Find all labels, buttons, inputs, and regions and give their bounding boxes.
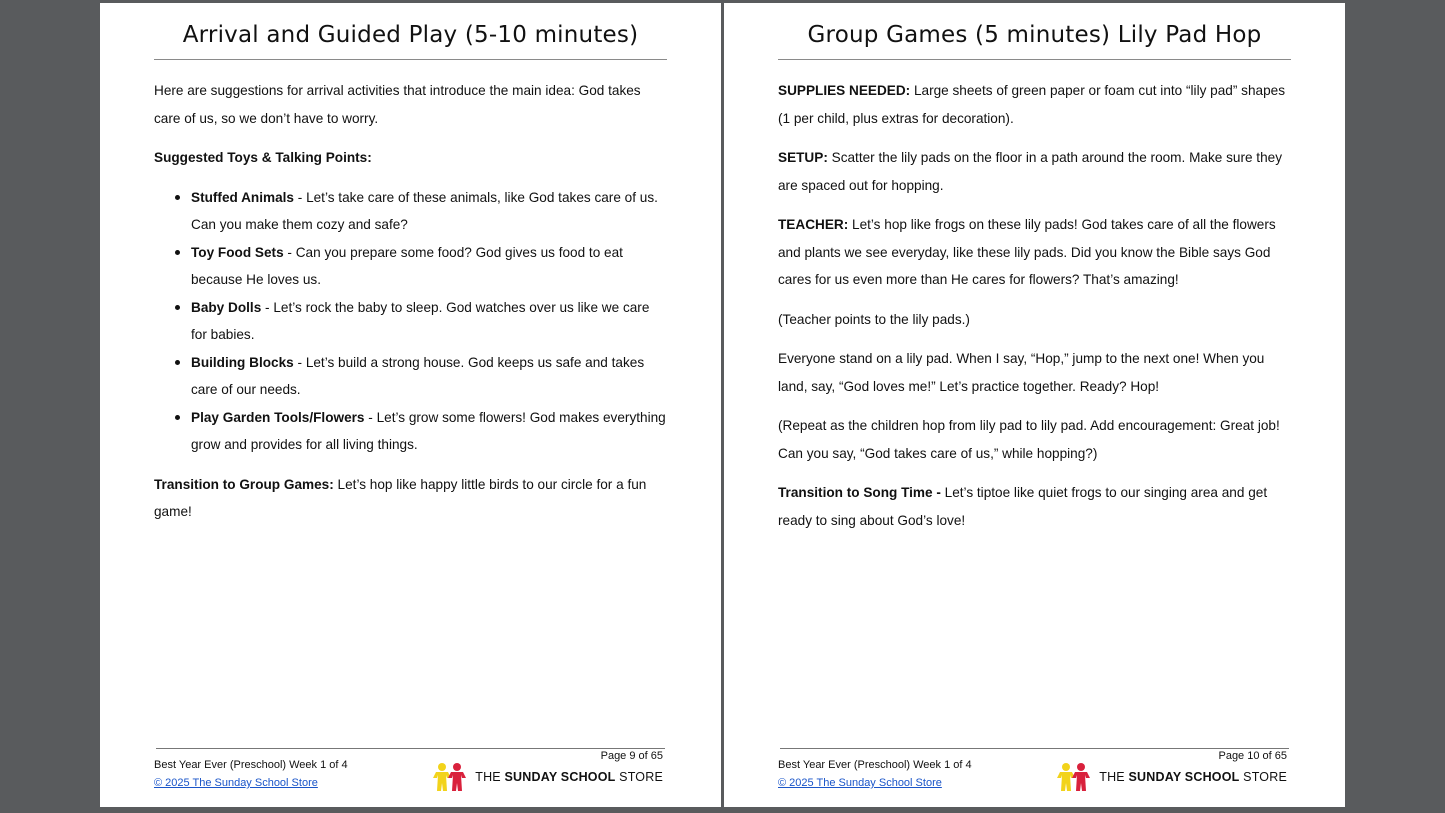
- transition-label: Transition to Group Games:: [154, 476, 334, 492]
- toy-name: Baby Dolls: [191, 299, 262, 315]
- document-page-left: [100, 3, 721, 807]
- toy-description: Let’s rock the baby to sleep. God watches over us like we care for babies.: [191, 299, 650, 342]
- page-body: [778, 77, 1291, 546]
- supplies-paragraph: SUPPLIES NEEDED: Large sheets of green paper or foam cut into “lily pad” shapes (1 per child, plus extras for decoration).: [778, 83, 1285, 126]
- repeat-note: (Repeat as the children hop from lily pad to lily pad. Add encouragement: Great job! Can you say, “God takes care of us,” while hopping?): [778, 418, 1280, 461]
- toy-name: Play Garden Tools/Flowers: [191, 409, 365, 425]
- setup-paragraph: SETUP: Scatter the lily pads on the floor in a path around the room. Make sure they are spaced out for hopping.: [778, 150, 1282, 193]
- toy-name: Toy Food Sets: [191, 244, 284, 260]
- toy-description: Let’s grow some flowers! God makes everything grow and provides for all living things.: [191, 409, 666, 452]
- brand-name: THE SUNDAY SCHOOL STORE: [1099, 770, 1287, 784]
- list-item: Toy Food Sets - Can you prepare some food? God gives us food to eat because He loves us.: [191, 239, 667, 294]
- list-item: Building Blocks - Let’s build a strong house. God keeps us safe and takes care of our needs.: [191, 349, 667, 404]
- instructions-paragraph: Everyone stand on a lily pad. When I say, “Hop,” jump to the next one! When you land, say, “God loves me!” Let’s practice together. Ready? Hop!: [778, 351, 1265, 394]
- toy-description: Let’s build a strong house. God keeps us safe and takes care of our needs.: [191, 354, 645, 397]
- footer-divider: [156, 748, 665, 749]
- list-item: Stuffed Animals - Let’s take care of these animals, like God takes care of us. Can you make them cozy and safe?: [191, 184, 667, 239]
- toys-heading: Suggested Toys & Talking Points:: [154, 150, 372, 165]
- copyright-link[interactable]: © 2025 The Sunday School Store: [778, 777, 942, 789]
- toy-description: Let’s take care of these animals, like God takes care of us. Can you make them cozy and safe?: [191, 189, 658, 232]
- transition-label: Transition to Song Time -: [778, 485, 945, 500]
- series-label: Best Year Ever (Preschool) Week 1 of 4: [778, 759, 972, 771]
- toy-name: Building Blocks: [191, 354, 294, 370]
- teacher-note: (Teacher points to the lily pads.): [778, 311, 970, 327]
- teacher-paragraph: TEACHER: Let’s hop like frogs on these lily pads! God takes care of all the flowers and plants we see everyday, like these lily pads. Did you know the Bible says God cares for us even more than He cares for flowers? That’s amazing!: [778, 217, 1276, 287]
- document-page-right: [724, 3, 1345, 807]
- paper-doll-figures-icon: [1054, 762, 1094, 792]
- page-number: Page 9 of 65: [600, 750, 663, 762]
- toy-description: Can you prepare some food? God gives us food to eat because He loves us.: [191, 244, 623, 287]
- list-item: Baby Dolls - Let’s rock the baby to sleep. God watches over us like we care for babies.: [191, 294, 667, 349]
- copyright-link[interactable]: © 2025 The Sunday School Store: [154, 777, 318, 789]
- setup-label: SETUP:: [778, 150, 828, 165]
- toys-list: [154, 184, 667, 459]
- footer-divider: [780, 748, 1289, 749]
- supplies-label: SUPPLIES NEEDED:: [778, 83, 911, 98]
- page-title: Arrival and Guided Play (5-10 minutes): [182, 22, 639, 48]
- teacher-label: TEACHER:: [778, 217, 849, 232]
- intro-paragraph: Here are suggestions for arrival activities that introduce the main idea: God takes care of us, so we don’t have to worry.: [154, 83, 641, 126]
- brand-logo: [1054, 762, 1287, 792]
- transition-paragraph: Transition to Song Time - Let’s tiptoe like quiet frogs to our singing area and get ready to sing about God’s love!: [778, 485, 1268, 528]
- title-divider: [154, 59, 667, 60]
- series-label: Best Year Ever (Preschool) Week 1 of 4: [154, 759, 348, 771]
- brand-logo: [430, 762, 663, 792]
- paper-doll-figures-icon: [430, 762, 470, 792]
- toy-name: Stuffed Animals: [191, 189, 294, 205]
- page-title: Group Games (5 minutes) Lily Pad Hop: [807, 22, 1262, 48]
- transition-paragraph: Transition to Group Games: Let’s hop like happy little birds to our circle for a fun game!: [154, 476, 647, 519]
- page-number: Page 10 of 65: [1218, 750, 1287, 762]
- list-item: Play Garden Tools/Flowers - Let’s grow some flowers! God makes everything grow and provides for all living things.: [191, 404, 667, 459]
- brand-name: THE SUNDAY SCHOOL STORE: [475, 770, 663, 784]
- title-divider: [778, 59, 1291, 60]
- page-body: [154, 77, 667, 538]
